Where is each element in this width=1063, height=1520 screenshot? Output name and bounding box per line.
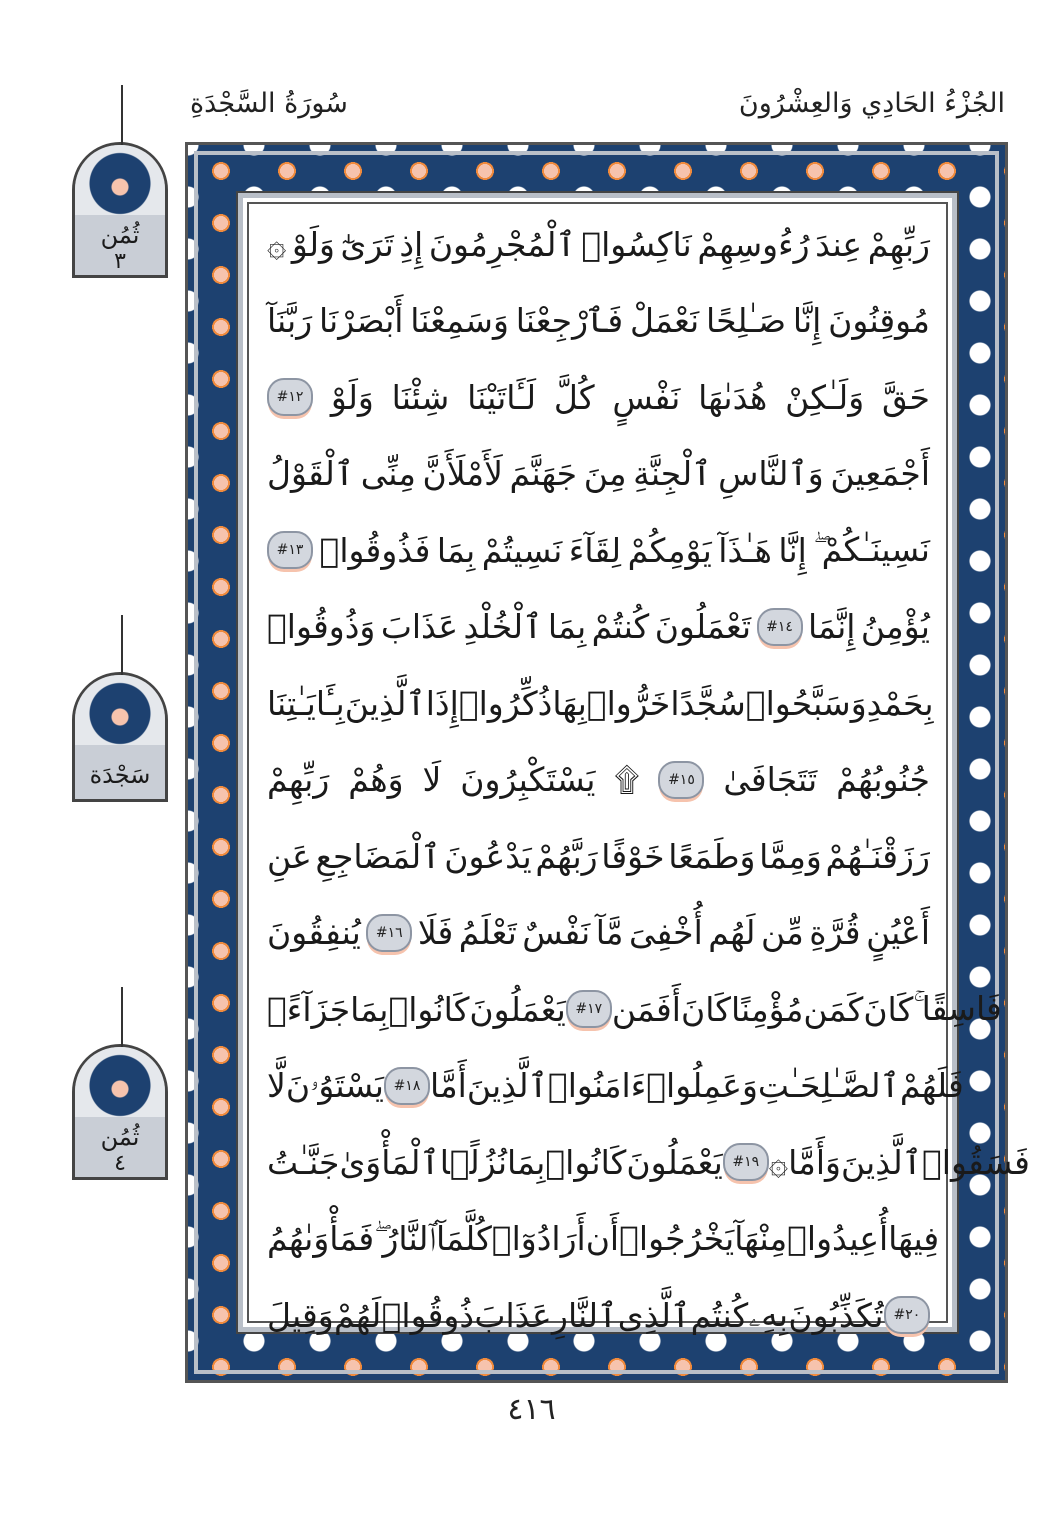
word: أَجْمَعِينَ (830, 454, 930, 494)
word: جَهَنَّمَ (509, 454, 578, 494)
word: كُنتُم (690, 1295, 749, 1335)
word: كَمَن (803, 989, 864, 1029)
word: مِنِّى (360, 454, 416, 494)
text-line (267, 971, 1002, 1048)
word: ٱلْخُلْدِ (463, 607, 543, 647)
mark-label: سَجْدَة (89, 761, 151, 789)
text-line (267, 1277, 930, 1354)
word: هَـٰذَآ (718, 530, 772, 570)
word: رُءُوسِهِمْ (697, 224, 810, 264)
word: بِمَا (436, 530, 476, 570)
ornament-icon (75, 1047, 165, 1117)
word: ذُوقُوا۟ (381, 1295, 475, 1335)
text-line (267, 589, 930, 666)
margin-mark-thumun-4 (72, 1044, 168, 1180)
word: وَٱلنَّاسِ (718, 454, 824, 494)
word: نَسِيتُمْ (481, 530, 563, 570)
text-line (267, 359, 930, 436)
word: كُنتُمْ (591, 607, 650, 647)
word: لِقَآءَ (568, 530, 622, 570)
text-panel (238, 193, 1030, 1335)
text-line (267, 742, 930, 819)
word: كُلَّ (553, 377, 595, 417)
word: نَفْسٍ (612, 377, 681, 417)
word: يَعْمَلُونَ (469, 989, 566, 1029)
word: ذُكِّرُوا۟ (458, 683, 553, 723)
word: لَهُمْ (334, 1295, 382, 1335)
word: يَعْمَلُونَ (626, 1142, 723, 1182)
word: يُؤْمِنُ (860, 607, 930, 647)
word: نَفْسٌ (522, 913, 591, 953)
mark-number: ٤ (114, 1151, 126, 1176)
word: نَعْمَلْ (630, 301, 700, 341)
margin-mark-sajdah (72, 672, 168, 802)
word: وَذُوقُوا۟ (267, 607, 376, 647)
ornament-icon (75, 675, 165, 745)
word: وَسَبَّحُوا۟ (745, 683, 867, 723)
surah-header: سُورَةُ السَّجْدَةِ (190, 88, 348, 119)
word: هُدَىٰهَا (698, 377, 768, 417)
word: أَفَمَن (611, 989, 681, 1029)
word: مُؤْمِنًا (730, 989, 804, 1029)
word: أَمَّا (429, 1066, 467, 1106)
ayah-number-marker: #٢٠ (884, 1296, 930, 1334)
word: نُزُلًۢا (439, 1142, 508, 1182)
word: حَقَّ (881, 377, 930, 417)
mark-label: ثُمُن (100, 1123, 140, 1151)
word: شِئْنَا (391, 377, 450, 417)
word: ۩ (614, 759, 640, 799)
word: ٱلنَّارِ (552, 1295, 618, 1335)
word: فَلَا (417, 913, 454, 953)
word: تُكَذِّبُونَ (788, 1295, 884, 1335)
word: سُجَّدًا (670, 683, 746, 723)
ornamental-frame (185, 142, 1030, 1383)
word: تَعْمَلُونَ (654, 607, 752, 647)
word: إِذِ (399, 224, 424, 264)
ayah-number-marker: #١٩ (723, 1143, 769, 1181)
word: ٱلَّذِى (617, 1295, 691, 1335)
word: خَوْفًا (601, 836, 665, 876)
word: بِمَا (547, 607, 587, 647)
juz-header: الجُزْءُ الحَادِي وَالعِشْرُونَ (738, 88, 1005, 119)
word: وَعَمِلُوا۟ (646, 1066, 758, 1106)
word: عَذَابَ (474, 1295, 552, 1335)
word: بِحَمْدِ (866, 683, 934, 723)
word: ٱلْمَأْوَىٰ (339, 1142, 440, 1182)
word: رَبِّهِمْ (867, 224, 930, 264)
word: خَرُّوا۟ (586, 683, 671, 723)
word: يَخْرُجُوا۟ (619, 1219, 735, 1259)
word: ٱلصَّـٰلِحَـٰتِ (757, 1066, 900, 1106)
text-line (267, 895, 930, 972)
word: يَوْمِكُمْ (627, 530, 712, 570)
word: لَـَٔاتَيْنَا (467, 377, 537, 417)
word: ٱلنَّارُ ۖ (374, 1218, 437, 1258)
word: رَبِّهِمْ (267, 760, 330, 800)
page-number: ٤١٦ (507, 1392, 556, 1427)
word: صَـٰلِحًا (706, 301, 787, 341)
word: ۞ (768, 1142, 789, 1182)
text-line (267, 283, 930, 360)
word: فَاسِقًا ۚ (913, 989, 1002, 1029)
word: وَلَوْ (330, 377, 374, 417)
ayah-number-marker: #١٣ (267, 531, 313, 569)
word: وَطَمَعًا (668, 836, 756, 876)
text-line (267, 206, 930, 283)
ayah-number-marker: #١٨ (384, 1067, 430, 1105)
ayah-number-marker: #١٦ (366, 914, 412, 952)
word: ٱلَّذِينَ (466, 1066, 548, 1106)
word: فِيهَا (888, 1219, 940, 1259)
margin-mark-thumun-3 (72, 142, 168, 278)
ayah-number-marker: #١٢ (267, 378, 313, 416)
text-line (267, 1201, 940, 1278)
word: فَذُوقُوا۟ (319, 530, 431, 570)
text-line (267, 818, 930, 895)
word: مَّآ (595, 913, 624, 953)
word: عَنِ (267, 836, 312, 876)
word: مِّن (760, 913, 804, 953)
ayah-number-marker: #١٥ (658, 761, 704, 799)
word: بِهَا (552, 683, 587, 723)
word: تَعْلَمُ (458, 913, 517, 953)
text-line (267, 512, 930, 589)
word: إِنَّا (792, 301, 822, 341)
word: إِنَّمَا (807, 607, 856, 647)
word: ٱلْقَوْلُ (267, 454, 355, 494)
word: مِنَ (583, 454, 627, 494)
word: أُخْفِىَ (628, 913, 703, 953)
word: وَسَمِعْنَا (410, 301, 509, 341)
word: ءَامَنُوا۟ (547, 1066, 647, 1106)
word: كَانُوا۟ (388, 989, 470, 1029)
word: ٱلَّذِينَ (840, 1142, 922, 1182)
word: ٱلْمُجْرِمُونَ (428, 224, 576, 264)
word: أَعْيُنٍ (866, 913, 930, 953)
word: يُنفِقُونَ (267, 913, 361, 953)
word: بِمَا (507, 1142, 546, 1182)
word: ٱلْمَضَاجِعِ (315, 836, 441, 876)
word: وَمِمَّا (759, 836, 822, 876)
word: وَأَمَّا (788, 1142, 841, 1182)
word: بِهِۦ (748, 1295, 789, 1335)
word: وَلَوْ (291, 224, 335, 264)
mark-number: ٣ (114, 249, 126, 274)
word: فَمَأْوَىٰهُمُ (267, 1219, 375, 1259)
word: يَدْعُونَ (444, 836, 532, 876)
word: عَذَابَ (380, 607, 459, 647)
word: ۞ (267, 224, 287, 264)
word: كَانُوا۟ (545, 1142, 627, 1182)
word: نَاكِسُوا۟ (581, 224, 692, 264)
word: إِنَّا (778, 530, 807, 570)
text-line (267, 1048, 964, 1125)
word: إِذَا (425, 683, 459, 723)
word: رَبَّهُمْ (535, 836, 598, 876)
word: فَلَهُمْ (899, 1066, 964, 1106)
word: ٱلْجِنَّةِ (633, 454, 712, 494)
word: لَهُم (708, 913, 756, 953)
word: لَّا (267, 1066, 286, 1106)
ayah-number-marker: #١٧ (566, 990, 612, 1028)
word: كُلَّمَآ (436, 1219, 492, 1259)
word: وَقِيلَ (267, 1295, 334, 1335)
word: رَبَّنَآ (267, 301, 313, 341)
word: مِنْهَآ (734, 1219, 788, 1259)
word: جَنَّـٰتُ (267, 1142, 340, 1182)
text-lines (267, 206, 1030, 1354)
word: فَسَقُوا۟ (921, 1142, 1030, 1182)
word: نَسِينَـٰكُمْ ۖ (813, 530, 930, 570)
word: أُعِيدُوا۟ (787, 1219, 889, 1259)
mark-label: ثُمُن (100, 221, 140, 249)
word: أَرَادُوٓا۟ (491, 1219, 586, 1259)
word: بِمَا (350, 989, 389, 1029)
word: مُوقِنُونَ (828, 301, 930, 341)
word: فَٱرْجِعْنَا (515, 301, 624, 341)
text-line (267, 665, 934, 742)
word: كَانَ (680, 989, 731, 1029)
word: وَهُمْ (348, 760, 404, 800)
text-line (267, 436, 930, 513)
word: لَا (422, 760, 442, 800)
word: ٱلَّذِينَ (344, 683, 426, 723)
word: أَبْصَرْنَا (319, 301, 404, 341)
word: جُنُوبُهُمْ (836, 760, 930, 800)
word: يَسْتَكْبِرُونَ (460, 760, 596, 800)
word: جَزَآءًۢ (267, 989, 351, 1029)
word: لَأَمْلَأَنَّ (422, 454, 503, 494)
word: وَلَـٰكِنْ (785, 377, 865, 417)
word: يَسْتَوُۥنَ (285, 1065, 384, 1105)
word: عِندَ (815, 224, 863, 264)
ornament-icon (75, 145, 165, 215)
word: رَزَقْنَـٰهُمْ (825, 836, 930, 876)
text-line (267, 1124, 1030, 1201)
word: تَرَىٰٓ (340, 224, 394, 264)
word: قُرَّةِ (809, 913, 861, 953)
word: كَانَ (863, 989, 914, 1029)
word: أَن (585, 1219, 620, 1259)
word: بِـَٔايَـٰتِنَا (267, 683, 345, 723)
word: تَتَجَافَىٰ (723, 760, 818, 800)
ayah-number-marker: #١٤ (757, 608, 803, 646)
